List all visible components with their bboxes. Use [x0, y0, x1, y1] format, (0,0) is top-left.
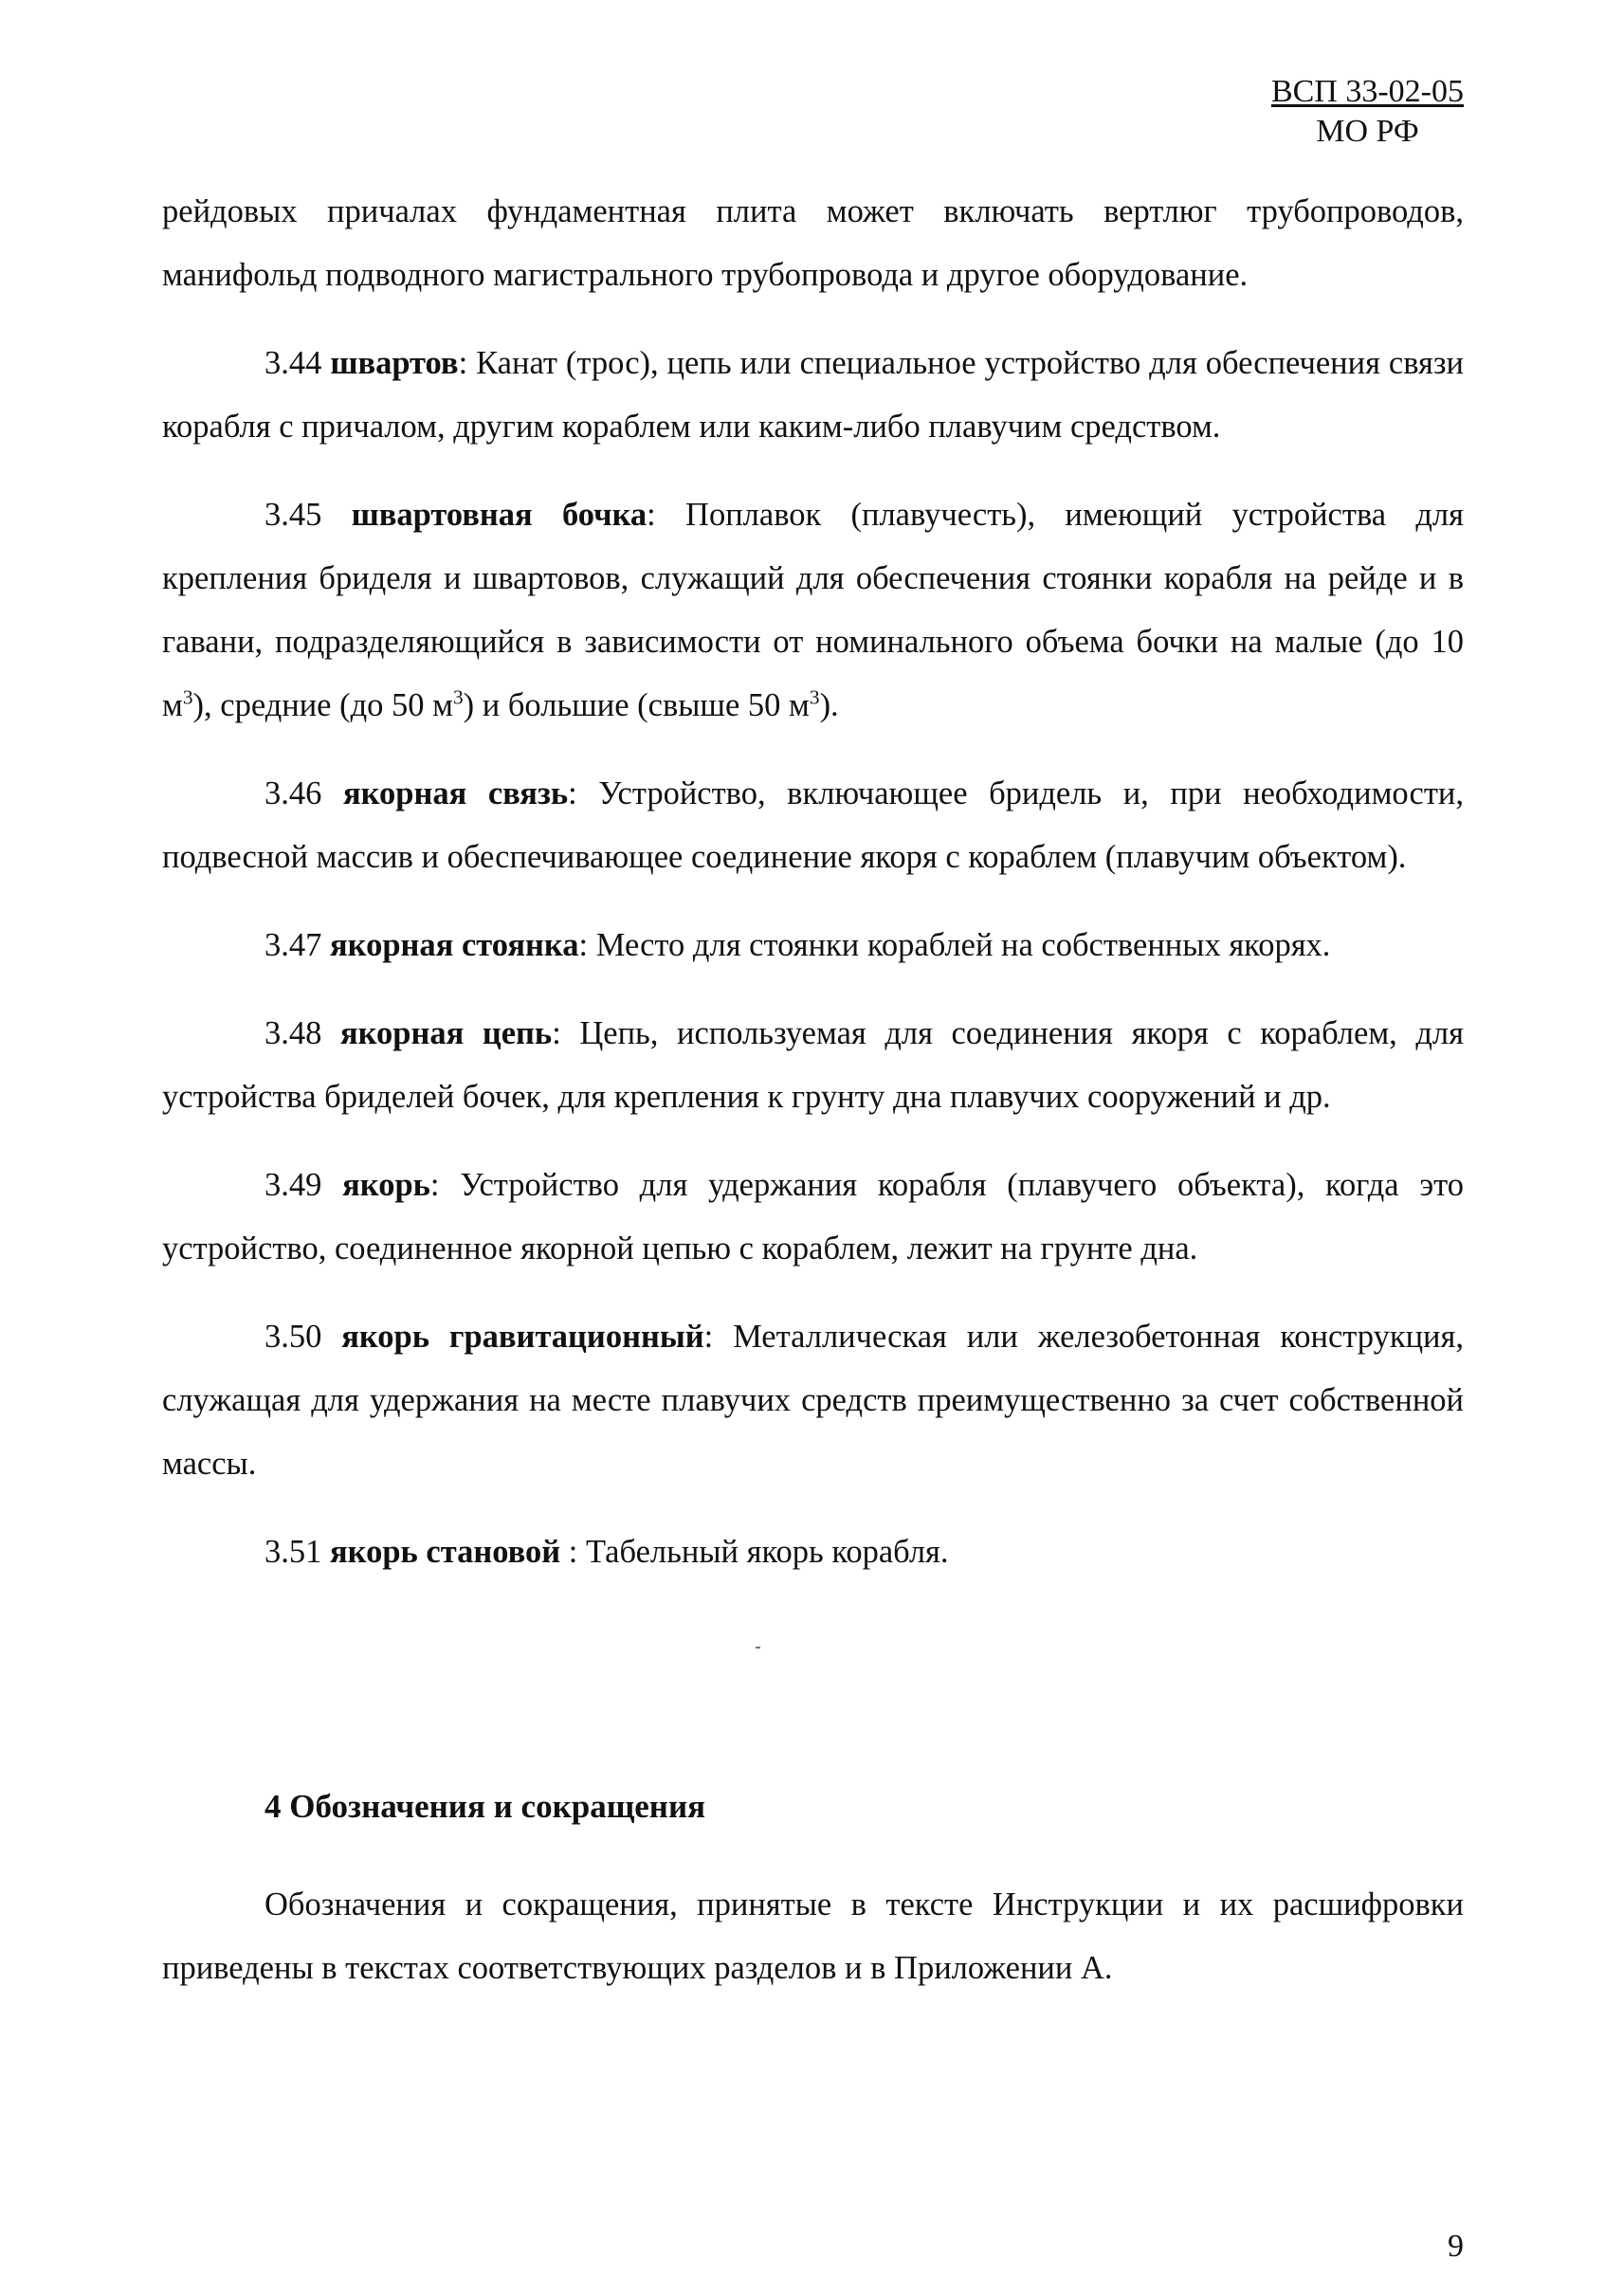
definition-separator: :: [429, 1167, 461, 1203]
superscript: 3: [452, 685, 464, 709]
definition-number: 3.51: [264, 1534, 322, 1570]
definition-separator: :: [560, 1534, 586, 1570]
definition-text-part: ) и большие (свыше 50 м: [463, 687, 810, 723]
definition-3-44: [162, 332, 1464, 459]
definition-3-46: [162, 762, 1464, 889]
definition-term: якорь становой: [330, 1534, 561, 1570]
definition-number: 3.44: [264, 345, 322, 381]
definition-3-47: [162, 914, 1464, 977]
definition-3-49: [162, 1154, 1464, 1281]
definition-separator: :: [703, 1319, 734, 1355]
definition-number: 3.45: [264, 497, 322, 533]
definition-term: якорь: [342, 1167, 430, 1203]
definition-separator: :: [552, 1015, 580, 1051]
definition-3-50: [162, 1305, 1464, 1496]
definition-number: 3.50: [264, 1319, 322, 1355]
definition-separator: :: [568, 775, 599, 811]
organization-label: МО РФ: [1316, 114, 1419, 149]
definition-term: швартовная бочка: [351, 497, 647, 533]
definition-text: Цепь, используемая для соединения якоря с кораблем, для устройства бриделей бочек, для крепления к грунту дна плавучих сооружений и др.: [162, 1015, 1465, 1115]
definition-separator: :: [458, 345, 477, 381]
definition-text: Табельный якорь корабля.: [585, 1534, 949, 1570]
definition-term: якорная стоянка: [330, 927, 579, 963]
definition-text: Металлическая или железобетонная конструкция, служащая для удержания на месте плавучих средств преимущественно за счет собственной массы.: [162, 1319, 1465, 1482]
definition-term: швартов: [330, 345, 459, 381]
definition-number: 3.48: [264, 1015, 322, 1051]
definition-3-48: [162, 1002, 1464, 1129]
definition-separator: :: [647, 497, 686, 533]
section-4-paragraph: Обозначения и сокращения, принятые в тексте Инструкции и их расшифровки приведены в текстах соответствующих разделов и в Приложении А.: [162, 1886, 1464, 1986]
definition-term: якорь гравитационный: [341, 1319, 704, 1355]
definition-text: Устройство для удержания корабля (плавучего объекта), когда это устройство, соединенное якорной цепью с кораблем, лежит на грунте дна.: [162, 1167, 1464, 1266]
definition-term: якорная цепь: [339, 1015, 553, 1051]
definition-text-part: ).: [819, 687, 839, 723]
page-number: 9: [1448, 2229, 1464, 2264]
definition-text: Устройство, включающее бридель и, при необходимости, подвесной массив и обеспечивающее соединение якоря с кораблем (плавучим объектом).: [162, 775, 1464, 875]
scan-artifact-mark: [756, 1647, 760, 1649]
superscript: 3: [809, 685, 820, 709]
document-code: ВСП 33-02-05: [1270, 74, 1464, 109]
definition-3-45: [162, 483, 1464, 738]
continuation-paragraph: рейдовых причалах фундаментная плита может включать вертлюг трубопроводов, манифольд подводного магистрального трубопровода и другое оборудование.: [162, 193, 1464, 293]
definition-3-51: [162, 1521, 1464, 1584]
definition-text: Поплавок (плавучесть), имеющий устройства для крепления бриделя и швартовов, служащий для обеспечения стоянки корабля на рейде и в гавани, подразделяющийся в зависимости от номинального объема бочки на малые (до 10 м: [162, 497, 1464, 723]
definition-number: 3.46: [264, 775, 322, 811]
document-body: [162, 180, 1464, 2000]
definition-number: 3.49: [264, 1167, 322, 1203]
definition-number: 3.47: [264, 927, 322, 963]
definition-term: якорная связь: [342, 775, 569, 811]
definition-text: Канат (трос), цепь или специальное устройство для обеспечения связи корабля с причалом, другим кораблем или каким-либо плавучим средством.: [162, 345, 1464, 445]
definition-text-part: ), средние (до 50 м: [192, 687, 453, 723]
definition-text: Место для стоянки кораблей на собственных якорях.: [595, 927, 1331, 963]
definition-separator: :: [578, 927, 596, 963]
superscript: 3: [182, 685, 193, 709]
section-4-title: 4 Обозначения и сокращения: [264, 1788, 706, 1825]
document-header: [1271, 72, 1464, 152]
